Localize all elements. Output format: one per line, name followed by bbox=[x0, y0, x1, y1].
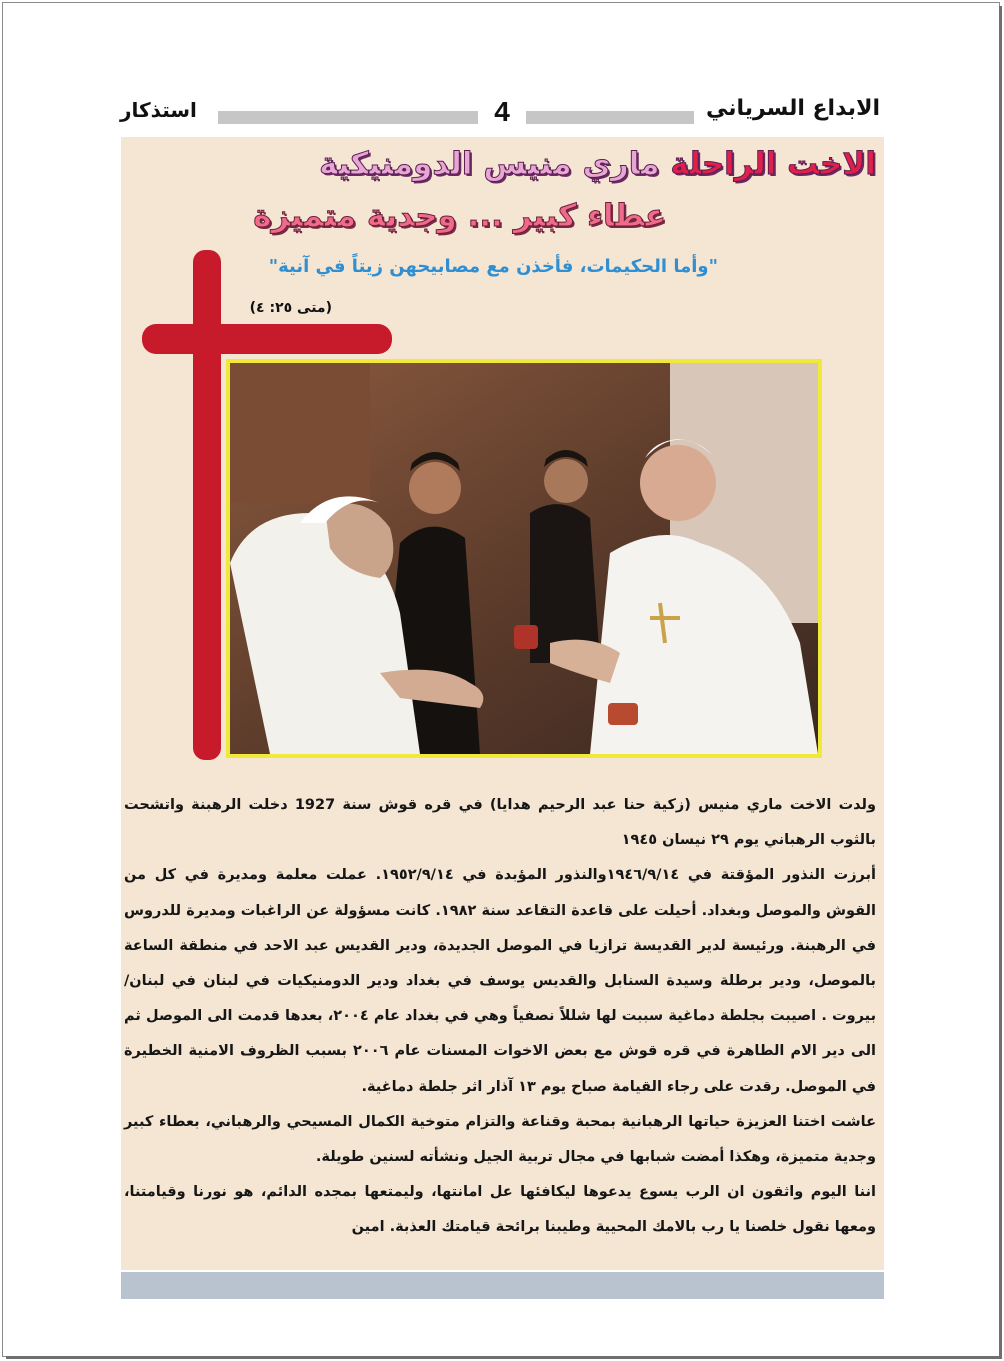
footer-bar bbox=[121, 1272, 884, 1299]
article-body bbox=[124, 788, 876, 1246]
title-part-pink: ماري منيس الدومنيكية bbox=[319, 146, 660, 182]
article-title bbox=[250, 146, 876, 192]
header-bar-left bbox=[218, 111, 478, 124]
photo-image bbox=[230, 363, 818, 754]
verse-reference: (متى ٢٥: ٤) bbox=[249, 300, 332, 316]
title-part-red: الاخت الراحلة bbox=[670, 146, 876, 182]
section-label: استذكار bbox=[120, 98, 197, 122]
body-paragraph: عاشت اختنا العزيزة حياتها الرهبانية بمحبة وقناعة والتزام متوخية الكمال المسيحي والرهباني، بعطاء كبير وجدية متميزة، وهكذا أمضت شبابها في مجال تربية الجيل ونشأته لسنين طويلة. bbox=[124, 1113, 876, 1166]
article-photo bbox=[226, 359, 822, 758]
body-paragraph: اننا اليوم واثقون ان الرب يسوع يدعوها ليكافئها عل امانتها، وليمتعها بمجده الدائم، هو نورنا وقيامتنا، ومعها نقول خلصنا يا رب بالامك المحيية وطيبنا برائحة قيامتك العذبة. امين bbox=[124, 1184, 876, 1236]
frame-shadow bbox=[6, 1356, 1002, 1359]
frame-shadow bbox=[999, 6, 1002, 1358]
header-bar-right bbox=[526, 111, 694, 124]
cross-icon-bar bbox=[142, 324, 392, 354]
page-header bbox=[0, 0, 1004, 140]
magazine-title: الابداع السرياني bbox=[705, 96, 880, 121]
page-number: 4 bbox=[494, 96, 510, 127]
body-paragraph: أبرزت النذور المؤقتة في ١٩٤٦/٩/١٤والنذور المؤبدة في ١٩٥٢/٩/١٤. عملت معلمة ومديرة في كل من القوش والموصل وبغداد. أحيلت على قاعدة التقاعد سنة ١٩٨٢. كانت مسؤولة عن الراغبات ومديرة للدروس في الرهبنة. ورئيسة لدير القديسة ترازيا في الموصل الجديدة، ودير القديس عبد الاحد في منطقة الساعة بالموصل، ودير برطلة وسيدة السنابل والقديس يوسف في بغداد ودير الدومنيكيات في لبنان في لبنان/بيروت . اصيبت بجلطة دماغية سببت لها شللاً نصفياً وهي في بغداد عام ٢٠٠٤، بعدها قدمت الى الموصل ثم الى دير الام الطاهرة في قره قوش مع بعض الاخوات المسنات عام ٢٠٠٦ بسبب الظروف الامنية الخطيرة في الموصل. رقدت على رجاء القيامة صباح يوم ١٣ آذار اثر جلطة دماغية. bbox=[124, 867, 877, 1095]
body-paragraph: ولدت الاخت ماري منيس (زكية حنا عبد الرحيم هدايا) في قره قوش سنة 1927 دخلت الرهبنة واتشحت بالثوب الرهباني يوم ٢٩ نيسان ١٩٤٥ bbox=[124, 797, 876, 849]
bible-verse: "وأما الحكيمات، فأخذن مع مصابيحهن زيتاً في آنية" bbox=[268, 256, 718, 277]
article-subtitle: عطاء كبير ... وجدية متميزة bbox=[253, 198, 666, 234]
